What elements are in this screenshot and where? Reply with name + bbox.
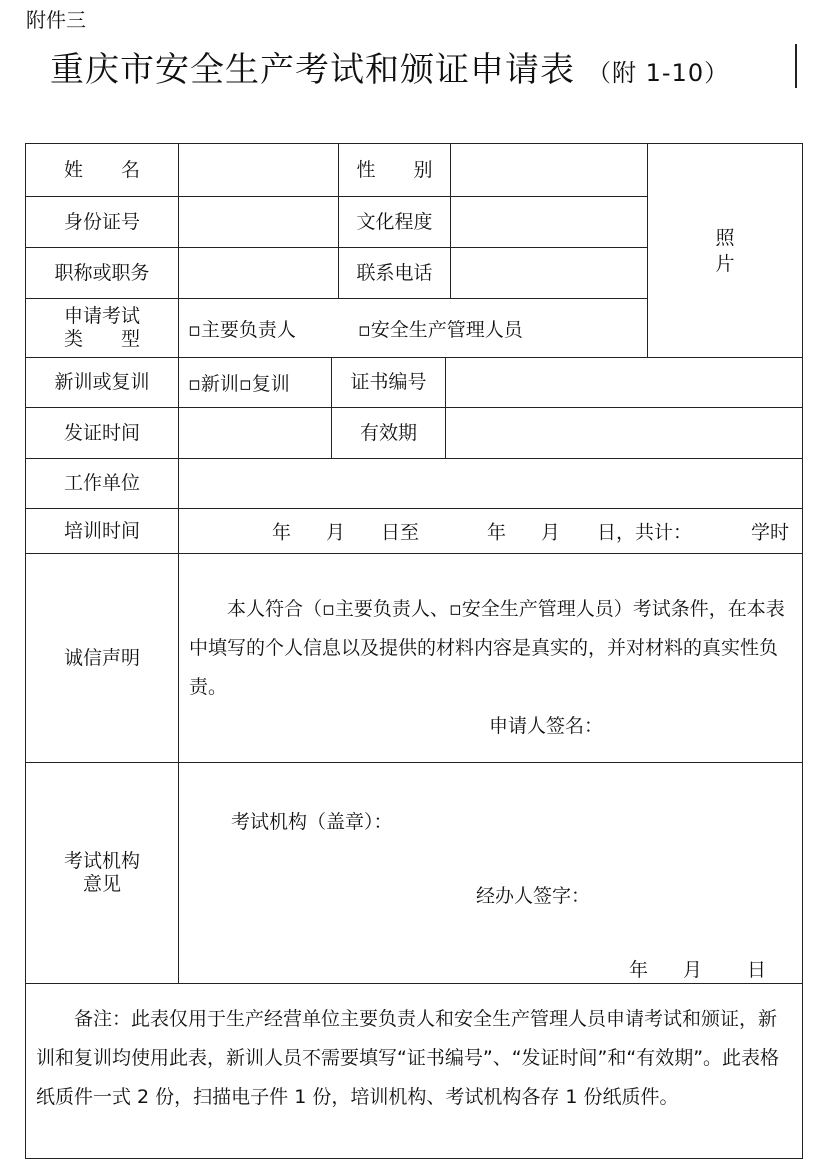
training-start-year: 年 (272, 521, 292, 544)
application-form (25, 143, 803, 1159)
education-field[interactable] (451, 197, 648, 248)
exam-type-options (179, 299, 648, 358)
training-start-month: 月 (326, 521, 346, 544)
photo-label-2: 片 (715, 252, 735, 275)
name-field[interactable] (179, 144, 339, 197)
photo-label-1: 照 (715, 226, 735, 249)
phone-field[interactable] (451, 248, 648, 299)
exam-type-label-line1: 申请考试 (63, 305, 140, 327)
training-time-label: 培训时间 (26, 509, 179, 554)
gender-field[interactable] (451, 144, 648, 197)
id-number-field[interactable] (179, 197, 339, 248)
exam-type-principal-checkbox[interactable]: ▫主要负责人 (188, 318, 296, 341)
certificate-number-label: 证书编号 (332, 358, 446, 408)
form-note: 备注：此表仅用于生产经营单位主要负责人和安全生产管理人员申请考试和颁证，新训和复训均使用此表，新训人员不需要填写“证书编号”、“发证时间”和“有效期”。此表格纸质件一式 2 份，扫描电子件 1 份，培训机构、考试机构各存 1 份纸质件。 (36, 1008, 780, 1108)
exam-type-label-line2: 类 型 (63, 328, 140, 350)
job-title-field[interactable] (179, 248, 339, 299)
declaration-content (179, 554, 802, 763)
declaration-label: 诚信声明 (26, 554, 179, 763)
title-suffix: （附 1-10） (587, 59, 730, 87)
title-main: 重庆市安全生产考试和颁证申请表 (50, 50, 575, 90)
validity-field[interactable] (446, 408, 802, 459)
issue-date-label: 发证时间 (26, 408, 179, 459)
page-title (50, 42, 729, 91)
certificate-number-field[interactable] (446, 358, 802, 408)
training-end-day-total: 日，共计： (597, 521, 693, 544)
exam-org-opinion-line2: 意见 (82, 873, 121, 895)
handler-signature-label: 经办人签字： (476, 885, 591, 907)
phone-label: 联系电话 (339, 248, 451, 299)
declaration-text: 本人符合（▫主要负责人、▫安全生产管理人员）考试条件，在本表中填写的个人信息以及提供的材料内容是真实的，并对材料的真实性负责。 (189, 598, 785, 698)
applicant-signature-label: 申请人签名： (489, 715, 604, 737)
training-kind-label: 新训或复训 (26, 358, 179, 408)
exam-org-seal-label: 考试机构（盖章）： (231, 811, 393, 833)
training-time-row (179, 509, 802, 553)
annex-label: 附件三 (26, 8, 86, 32)
name-label: 姓 名 (26, 144, 179, 197)
training-time-field[interactable] (179, 509, 802, 554)
employer-field[interactable] (179, 459, 802, 509)
exam-type-safety-manager-checkbox[interactable]: ▫安全生产管理人员 (357, 318, 523, 341)
employer-label: 工作单位 (26, 459, 179, 509)
exam-type-label (26, 299, 179, 358)
training-hours-unit: 学时 (751, 521, 790, 544)
training-kind-checkboxes[interactable]: ▫新训▫复训 (179, 358, 332, 408)
gender-label: 性 别 (339, 144, 451, 197)
training-end-year: 年 (487, 521, 507, 544)
job-title-label: 职称或职务 (26, 248, 179, 299)
training-start-day: 日至 (381, 521, 420, 544)
exam-org-opinion-line1: 考试机构 (63, 850, 140, 872)
education-label: 文化程度 (339, 197, 451, 248)
exam-org-opinion-content[interactable] (179, 763, 802, 984)
exam-org-opinion-label (26, 763, 179, 984)
opinion-date-month: 月 (683, 959, 703, 981)
photo-area[interactable] (648, 144, 802, 358)
opinion-date-day: 日 (747, 959, 767, 981)
validity-label: 有效期 (332, 408, 446, 459)
training-end-month: 月 (541, 521, 561, 544)
issue-date-field[interactable] (179, 408, 332, 459)
title-divider (795, 44, 797, 88)
id-number-label: 身份证号 (26, 197, 179, 248)
opinion-date-year: 年 (629, 959, 649, 981)
